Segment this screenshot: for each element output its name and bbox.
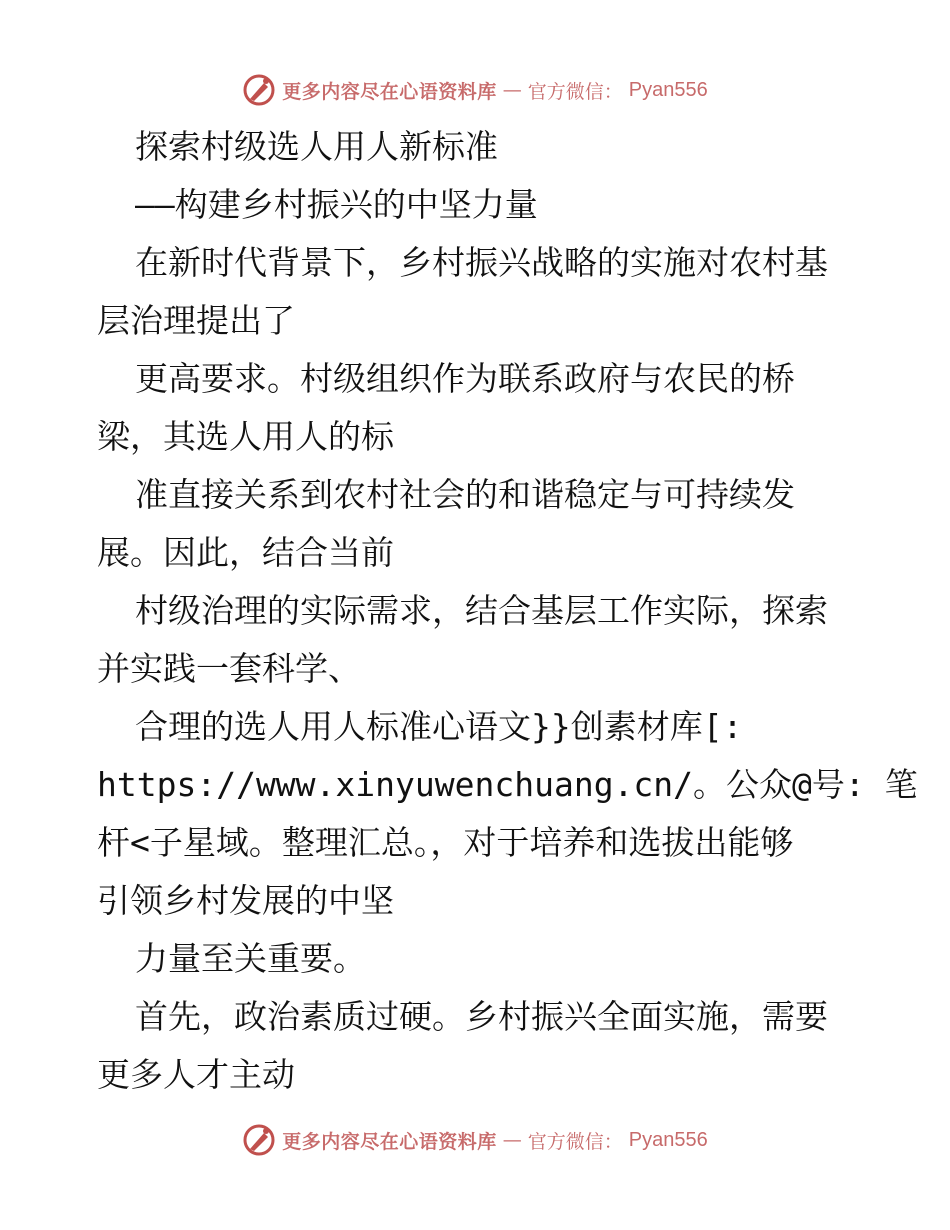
footer-banner	[0, 1120, 950, 1160]
document-line: 层治理提出了	[97, 301, 295, 340]
document-line: 在新时代背景下，乡村振兴战略的实施对农村基	[135, 243, 828, 282]
document-line: 首先，政治素质过硬。乡村振兴全面实施，需要	[135, 997, 828, 1036]
document-line: 探索村级选人用人新标准	[135, 127, 498, 166]
document-line: 更高要求。村级组织作为联系政府与农民的桥	[135, 359, 795, 398]
banner-dash: —	[502, 79, 522, 101]
pen-logo-icon	[242, 73, 276, 107]
document-line: 杆<子星域。整理汇总。，对于培养和选拔出能够	[97, 823, 794, 862]
banner-dash: —	[502, 1129, 522, 1151]
banner-brand-text: 更多内容尽在心语资料库	[282, 1130, 497, 1153]
document-line: 村级治理的实际需求，结合基层工作实际，探索	[135, 591, 828, 630]
banner-wechat-handle: Pyan556	[628, 78, 708, 101]
banner-wechat-label: 官方微信：	[527, 1130, 623, 1153]
document-line: https://www.xinyuwenchuang.cn/。公众@号: 笔	[97, 765, 918, 804]
document-line: 准直接关系到农村社会的和谐稳定与可持续发	[135, 475, 795, 514]
document-line: 展。因此，结合当前	[97, 533, 394, 572]
document-line: 梁，其选人用人的标	[97, 417, 394, 456]
document-line: 并实践一套科学、	[97, 649, 361, 688]
document-body	[97, 118, 918, 1104]
header-banner	[0, 70, 950, 110]
document-line: 引领乡村发展的中坚	[97, 881, 394, 920]
banner-wechat-label: 官方微信：	[527, 80, 623, 103]
document-line: 力量至关重要。	[135, 939, 366, 978]
pen-logo-icon	[242, 1123, 276, 1157]
banner-wechat-handle: Pyan556	[628, 1128, 708, 1151]
document-line: 更多人才主动	[97, 1055, 295, 1094]
banner-brand-text: 更多内容尽在心语资料库	[282, 80, 497, 103]
document-line: 合理的选人用人标准心语文}}创素材库[:	[135, 707, 743, 746]
document-line: ——构建乡村振兴的中坚力量	[135, 185, 538, 224]
